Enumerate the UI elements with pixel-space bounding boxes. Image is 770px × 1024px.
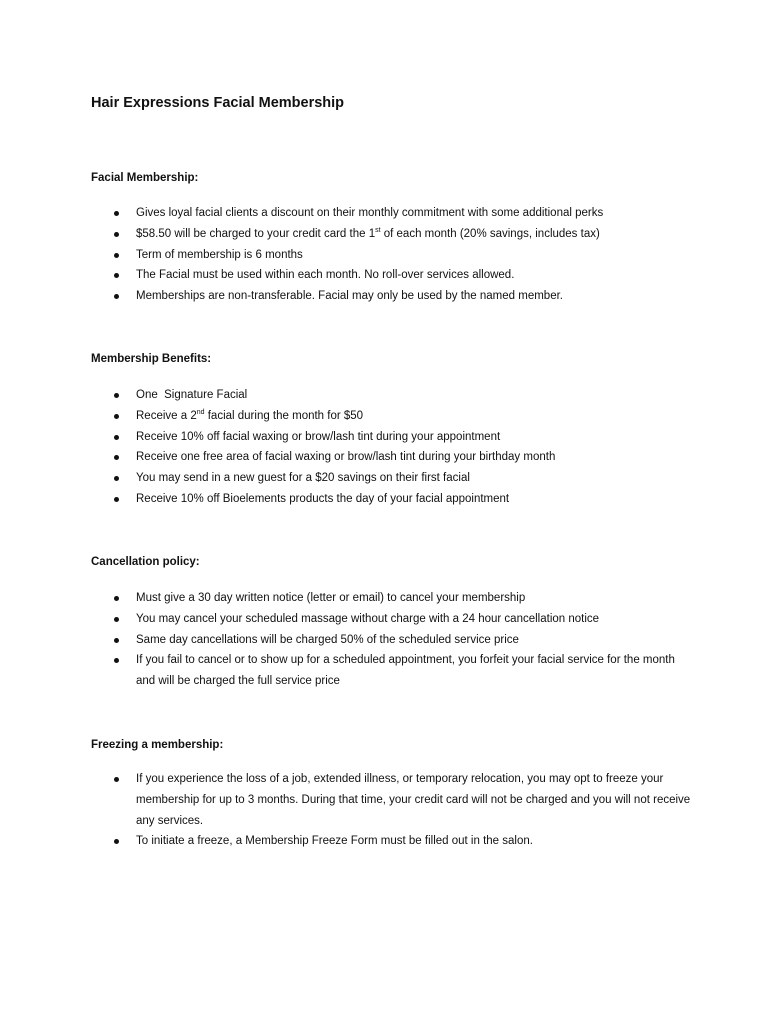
list-item: If you experience the loss of a job, extended illness, or temporary relocation, you may opt to freeze your membership for up to 3 months. During that time, your credit card will not be charged and you will not receive any services. bbox=[91, 769, 691, 831]
list-item: $58.50 will be charged to your credit card the 1st of each month (20% savings, includes tax) bbox=[91, 224, 691, 245]
facial-membership-list bbox=[91, 203, 691, 307]
list-item: Receive one free area of facial waxing or brow/lash tint during your birthday month bbox=[91, 447, 691, 468]
bullet-icon bbox=[114, 777, 119, 782]
bullet-icon bbox=[114, 435, 119, 440]
list-item: Receive a 2nd facial during the month for $50 bbox=[91, 406, 691, 427]
section-heading-membership-benefits: Membership Benefits: bbox=[91, 353, 212, 365]
cancellation-policy-list bbox=[91, 588, 691, 692]
section-heading-freezing-membership: Freezing a membership: bbox=[91, 739, 224, 751]
list-item: You may cancel your scheduled massage without charge with a 24 hour cancellation notice bbox=[91, 609, 691, 630]
bullet-icon bbox=[114, 839, 119, 844]
section-heading-facial-membership: Facial Membership: bbox=[91, 172, 199, 184]
list-item: The Facial must be used within each month. No roll-over services allowed. bbox=[91, 265, 691, 286]
bullet-icon bbox=[114, 455, 119, 460]
bullet-icon bbox=[114, 617, 119, 622]
list-item: Same day cancellations will be charged 50% of the scheduled service price bbox=[91, 630, 691, 651]
freezing-membership-list bbox=[91, 769, 691, 852]
list-item: Receive 10% off Bioelements products the day of your facial appointment bbox=[91, 489, 691, 510]
list-item: You may send in a new guest for a $20 savings on their first facial bbox=[91, 468, 691, 489]
bullet-icon bbox=[114, 497, 119, 502]
document-title: Hair Expressions Facial Membership bbox=[91, 95, 345, 111]
bullet-icon bbox=[114, 596, 119, 601]
list-item: If you fail to cancel or to show up for a scheduled appointment, you forfeit your facial service for the month and will be charged the full service price bbox=[91, 650, 691, 692]
membership-benefits-list bbox=[91, 385, 691, 510]
bullet-icon bbox=[114, 476, 119, 481]
bullet-icon bbox=[114, 393, 119, 398]
bullet-icon bbox=[114, 273, 119, 278]
bullet-icon bbox=[114, 211, 119, 216]
list-item: Memberships are non-transferable. Facial may only be used by the named member. bbox=[91, 286, 691, 307]
bullet-icon bbox=[114, 638, 119, 643]
list-item: Receive 10% off facial waxing or brow/lash tint during your appointment bbox=[91, 427, 691, 448]
list-item: Term of membership is 6 months bbox=[91, 245, 691, 266]
list-item: Gives loyal facial clients a discount on their monthly commitment with some additional perks bbox=[91, 203, 691, 224]
section-heading-cancellation-policy: Cancellation policy: bbox=[91, 556, 200, 568]
list-item: To initiate a freeze, a Membership Freeze Form must be filled out in the salon. bbox=[91, 831, 691, 852]
bullet-icon bbox=[114, 414, 119, 419]
bullet-icon bbox=[114, 658, 119, 663]
bullet-icon bbox=[114, 294, 119, 299]
list-item: One Signature Facial bbox=[91, 385, 691, 406]
list-item: Must give a 30 day written notice (letter or email) to cancel your membership bbox=[91, 588, 691, 609]
bullet-icon bbox=[114, 232, 119, 237]
bullet-icon bbox=[114, 253, 119, 258]
